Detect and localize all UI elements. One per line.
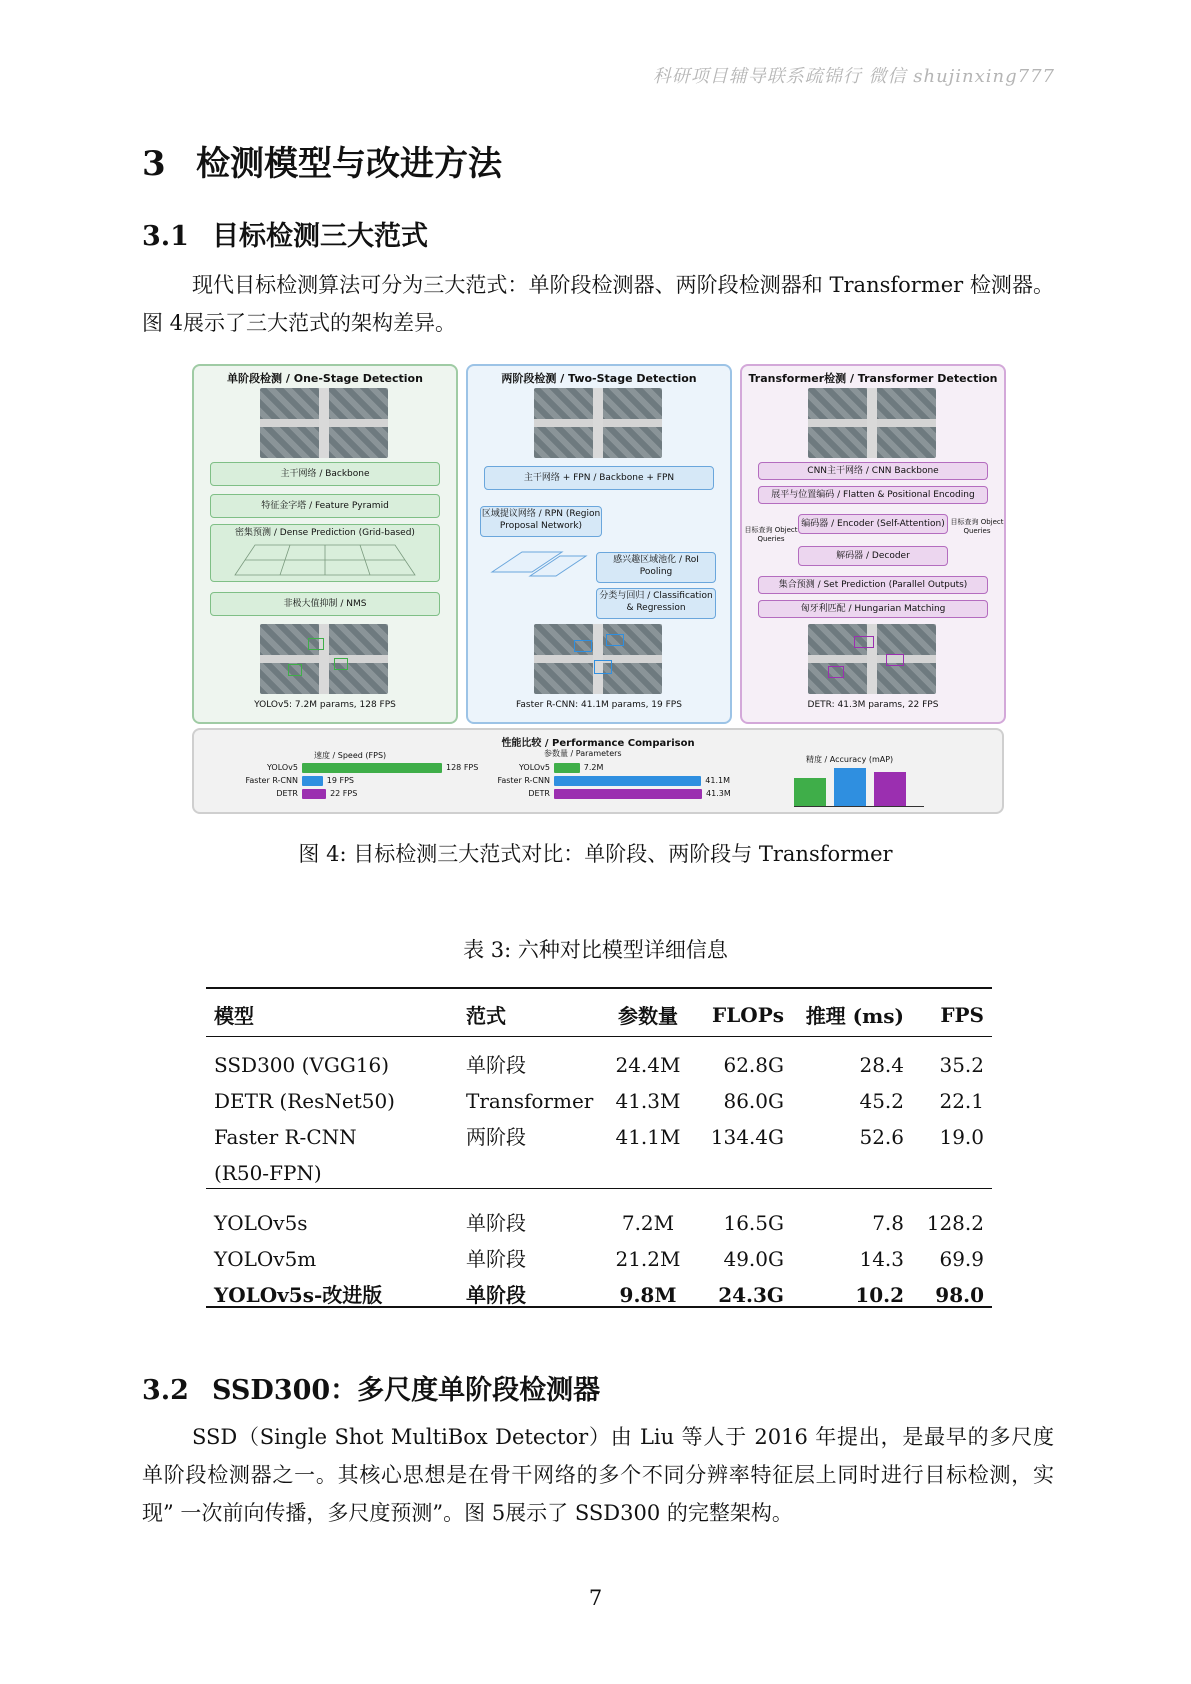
- table-row: [206, 1119, 992, 1155]
- subsection-3-1-title: [142, 214, 428, 253]
- cell-params: 9.8M: [619, 1283, 677, 1307]
- detection-box: [828, 666, 844, 678]
- bar-model-label: DETR: [528, 789, 550, 798]
- subsection-number: 3.2: [142, 1375, 189, 1406]
- header-inference: 推理 (ms): [805, 1004, 904, 1028]
- panel-transformer: [740, 364, 1006, 724]
- cell-fps: 98.0: [935, 1283, 984, 1307]
- cell-paradigm: Transformer: [466, 1089, 594, 1113]
- bar-row: [490, 762, 750, 774]
- accuracy-label: 精度 / Accuracy (mAP): [806, 755, 894, 764]
- step-dense-prediction-label: 密集预测 / Dense Prediction (Grid-based): [235, 528, 415, 538]
- param-bars: [490, 762, 750, 804]
- cell-flops: 24.3G: [718, 1283, 784, 1307]
- cell-fps: 69.9: [939, 1247, 984, 1271]
- bar: [554, 763, 580, 773]
- bar-model-label: Faster R-CNN: [245, 776, 298, 785]
- accuracy-bar: [794, 778, 826, 806]
- cell-params: 7.2M: [621, 1211, 675, 1235]
- cell-flops: 86.0G: [723, 1089, 784, 1113]
- table-row: [206, 1083, 992, 1119]
- cell-paradigm: 两阶段: [466, 1125, 526, 1149]
- cell-model: YOLOv5m: [214, 1247, 317, 1271]
- cell-model: YOLOv5s-改进版: [214, 1283, 383, 1307]
- panel-two-stage: [466, 364, 732, 724]
- detected-photo: [260, 624, 388, 694]
- figure-caption: 图 4: 目标检测三大范式对比：单阶段、两阶段与 Transformer: [298, 842, 893, 866]
- cell-flops: 49.0G: [723, 1247, 784, 1271]
- step-backbone: 主干网络 / Backbone: [210, 462, 440, 486]
- accuracy-bar: [834, 768, 866, 806]
- cell-model: SSD300 (VGG16): [214, 1053, 390, 1077]
- cell-inference: 28.4: [859, 1053, 904, 1077]
- bar: [302, 763, 442, 773]
- bar-row: [238, 762, 498, 774]
- model-table: [206, 988, 992, 1313]
- bar-row: [490, 775, 750, 787]
- cell-fps: 35.2: [939, 1053, 984, 1077]
- cell-inference: 7.8: [872, 1211, 904, 1235]
- header-model: 模型: [214, 1004, 254, 1028]
- page-header: 科研项目辅导联系疏锦行 微信 shujinxing777: [652, 66, 1055, 87]
- cell-inference: 14.3: [859, 1247, 904, 1271]
- bar-model-label: YOLOv5: [266, 763, 298, 772]
- cell-params: 24.4M: [615, 1053, 681, 1077]
- detection-box: [288, 664, 302, 676]
- cell-paradigm: 单阶段: [466, 1211, 526, 1235]
- detection-box: [334, 658, 348, 670]
- params-label: 参数量 / Parameters: [544, 749, 622, 758]
- speed-bars: [238, 762, 498, 804]
- cell-flops: 134.4G: [710, 1125, 784, 1149]
- subsection-3-2-title: [142, 1368, 600, 1407]
- panel-title: 两阶段检测 / Two-Stage Detection: [501, 372, 697, 385]
- cell-inference: 52.6: [859, 1125, 904, 1149]
- cell-inference: 10.2: [855, 1283, 904, 1307]
- step-decoder: 解码器 / Decoder: [798, 546, 948, 566]
- cell-params: 41.3M: [615, 1089, 681, 1113]
- cell-inference: 45.2: [859, 1089, 904, 1113]
- cell-paradigm: 单阶段: [466, 1247, 526, 1271]
- header-params: 参数量: [618, 1004, 678, 1028]
- bar-row: [238, 788, 498, 800]
- step-cnn-backbone: CNN主干网络 / CNN Backbone: [758, 462, 988, 480]
- bar-value-label: 41.1M: [705, 776, 730, 785]
- detected-photo: [808, 624, 936, 694]
- detection-box: [594, 660, 612, 674]
- table-row: [206, 1205, 992, 1241]
- panel-footer: YOLOv5: 7.2M params, 128 FPS: [254, 700, 396, 710]
- bar-value-label: 41.3M: [706, 789, 731, 798]
- object-queries-left: 目标查询 Object Queries: [744, 526, 798, 543]
- step-hungarian-matching: 匈牙利匹配 / Hungarian Matching: [758, 600, 988, 618]
- panel-one-stage: [192, 364, 458, 724]
- table-row: [206, 1241, 992, 1277]
- grid-icon: [225, 543, 425, 577]
- cell-fps: 22.1: [939, 1089, 984, 1113]
- bar-model-label: DETR: [276, 789, 298, 798]
- cell-flops: 16.5G: [723, 1211, 784, 1235]
- paragraph-1: [142, 266, 1054, 342]
- paragraph-1-text: 现代目标检测算法可分为三大范式：单阶段检测器、两阶段检测器和 Transformer 检测器。图 4展示了三大范式的架构差异。: [142, 273, 1054, 335]
- traffic-photo: [534, 388, 662, 458]
- step-set-prediction: 集合预测 / Set Prediction (Parallel Outputs): [758, 576, 988, 594]
- section-heading: 检测模型与改进方法: [196, 144, 502, 184]
- bar-value-label: 22 FPS: [330, 789, 358, 798]
- bar-model-label: Faster R-CNN: [497, 776, 550, 785]
- cell-params: 41.1M: [615, 1125, 681, 1149]
- cell-model: DETR (ResNet50): [214, 1089, 395, 1113]
- step-dense-prediction: [210, 524, 440, 582]
- bar: [302, 776, 323, 786]
- paragraph-2: [142, 1418, 1054, 1532]
- panel-footer: Faster R-CNN: 41.1M params, 19 FPS: [516, 700, 682, 710]
- accuracy-bars: [794, 766, 924, 807]
- cell-paradigm: 单阶段: [466, 1053, 526, 1077]
- header-paradigm: 范式: [466, 1004, 506, 1028]
- cell-model: (R50-FPN): [214, 1161, 322, 1185]
- table-header-row: [206, 988, 992, 1037]
- performance-comparison: [192, 728, 1004, 814]
- step-flatten-positional: 展平与位置编码 / Flatten & Positional Encoding: [758, 486, 988, 504]
- section-number: 3: [142, 144, 166, 184]
- figure-4: [192, 364, 1004, 812]
- table-row-improved: [206, 1277, 992, 1313]
- detected-photo: [534, 624, 662, 694]
- detection-box: [574, 640, 592, 652]
- bar-value-label: 128 FPS: [446, 763, 479, 772]
- subsection-number: 3.1: [142, 221, 189, 252]
- step-nms: 非极大值抑制 / NMS: [210, 592, 440, 616]
- bar-row: [238, 775, 498, 787]
- detection-box: [606, 634, 624, 646]
- table-caption: 表 3: 六种对比模型详细信息: [463, 938, 728, 962]
- page-number: 7: [588, 1586, 603, 1610]
- accuracy-bar: [874, 772, 906, 806]
- speed-label: 速度 / Speed (FPS): [314, 751, 387, 760]
- cell-fps: 19.0: [939, 1125, 984, 1149]
- bar-value-label: 7.2M: [583, 763, 604, 772]
- step-encoder: 编码器 / Encoder (Self-Attention): [798, 514, 948, 534]
- object-queries-right: 目标查询 Object Queries: [950, 518, 1004, 535]
- bar: [554, 789, 702, 799]
- step-feature-pyramid: 特征金字塔 / Feature Pyramid: [210, 494, 440, 518]
- detection-box: [308, 638, 324, 650]
- bar: [302, 789, 326, 799]
- cell-params: 21.2M: [615, 1247, 681, 1271]
- panel-footer: DETR: 41.3M params, 22 FPS: [807, 700, 939, 710]
- step-rpn: 区域提议网络 / RPN (Region Proposal Network): [480, 506, 602, 537]
- panel-title: Transformer检测 / Transformer Detection: [748, 372, 998, 385]
- bar-model-label: YOLOv5: [518, 763, 550, 772]
- bar-row: [490, 788, 750, 800]
- perf-title: 性能比较 / Performance Comparison: [501, 738, 695, 749]
- traffic-photo: [808, 388, 936, 458]
- cell-fps: 128.2: [926, 1211, 984, 1235]
- paragraph-2-text: SSD（Single Shot MultiBox Detector）由 Liu 等人于 2016 年提出，是最早的多尺度单阶段检测器之一。其核心思想是在骨干网络的多个不同分辨率特征层上同时进行目标检测，实现” 一次前向传播，多尺度预测”。图 5展示了 SSD300 的完整架构。: [142, 1425, 1054, 1525]
- header-fps: FPS: [940, 1002, 984, 1027]
- table-row: [206, 1155, 992, 1191]
- subsection-heading: SSD300：多尺度单阶段检测器: [212, 1375, 601, 1406]
- step-classification-regression: 分类与回归 / Classification & Regression: [596, 588, 716, 619]
- subsection-heading: 目标检测三大范式: [212, 221, 428, 252]
- traffic-photo: [260, 388, 388, 458]
- section-title: [142, 136, 502, 185]
- proposal-boxes-icon: [482, 542, 592, 582]
- header-flops: FLOPs: [712, 1002, 784, 1027]
- cell-model: YOLOv5s: [214, 1211, 308, 1235]
- table-row: [206, 1047, 992, 1083]
- panel-title: 单阶段检测 / One-Stage Detection: [227, 372, 423, 385]
- cell-model: Faster R-CNN: [214, 1125, 357, 1149]
- detection-box: [854, 636, 874, 648]
- step-roi-pooling: 感兴趣区域池化 / RoI Pooling: [596, 552, 716, 583]
- bar-value-label: 19 FPS: [326, 776, 355, 785]
- cell-paradigm: 单阶段: [466, 1283, 526, 1307]
- bar: [554, 776, 701, 786]
- step-backbone-fpn: 主干网络 + FPN / Backbone + FPN: [484, 466, 714, 490]
- cell-flops: 62.8G: [723, 1053, 784, 1077]
- detection-box: [886, 654, 904, 666]
